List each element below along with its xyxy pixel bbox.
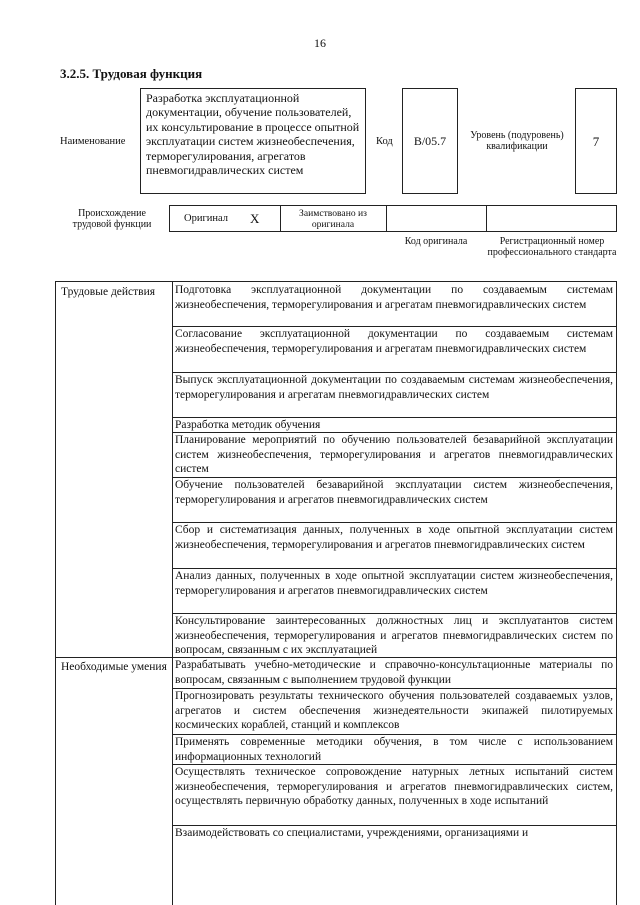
level-label: Уровень (подуровень) квалификации <box>470 130 564 152</box>
labor-action-row: Сбор и систематизация данных, полученных в ходе опытной эксплуатации систем жизнеобеспечения, терморегулирования и агрегатов пневмогидравлических систем <box>175 524 613 551</box>
labor-action-row: Планирование мероприятий по обучению пользователей безаварийной эксплуатации систем жизнеобеспечения, терморегулирования и агрегатов пневмогидравлических систем <box>175 434 613 476</box>
labor-action-row: Консультирование заинтересованных должностных лиц и эксплуатантов систем жизнеобеспечения, терморегулирования и агрегатов пневмогидравлических систем по вопросам, связанным с их эксплуатацией <box>175 615 613 657</box>
origin-label: Происхождение трудовой функции <box>72 208 152 230</box>
main-table <box>55 281 617 905</box>
level-value: 7 <box>592 134 600 149</box>
borrowed-label: Заимствовано из оригинала <box>299 208 367 230</box>
section-title: 3.2.5. Трудовая функция <box>60 66 203 81</box>
reg-number-caption: Регистрационный номер профессионального стандарта <box>487 236 617 258</box>
labor-action-row: Обучение пользователей безаварийной эксплуатации систем жизнеобеспечения, терморегулирования и агрегатов пневмогидравлических систем <box>175 479 613 506</box>
labor-action-row: Анализ данных, полученных в ходе опытной эксплуатации систем жизнеобеспечения, терморегулирования и агрегатов пневмогидравлических систем <box>175 570 613 597</box>
original-mark: X <box>250 211 260 226</box>
labor-actions-label: Трудовые действия <box>61 286 156 298</box>
labor-action-row: Согласование эксплуатационной документации по создаваемым системам жизнеобеспечения, терморегулирования и агрегатам пневмогидравлических систем <box>175 328 613 355</box>
name-label: Наименование <box>60 136 126 147</box>
skill-row: Применять современные методики обучения, в том числе с использованием информационных технологий <box>175 736 613 763</box>
skill-row: Прогнозировать результаты технического обучения пользователей создаваемых узлов, агрегатов и систем обеспечения жизнедеятельности экипажей пилотируемых космических кораблей, станций и комплексов <box>175 690 613 732</box>
labor-action-row: Подготовка эксплуатационной документации по создаваемым системам жизнеобеспечения, терморегулирования и агрегатам пневмогидравлических систем <box>175 284 613 311</box>
skills-label: Необходимые умения <box>61 661 167 673</box>
level-value-box <box>575 88 617 194</box>
code-original-caption: Код оригинала <box>404 236 468 247</box>
code-value: B/05.7 <box>413 134 447 148</box>
labor-action-row: Выпуск эксплуатационной документации по создаваемым системам жизнеобеспечения, терморегулирования и агрегатам пневмогидравлических систем <box>175 374 613 401</box>
page-number: 16 <box>314 36 326 50</box>
skill-row: Взаимодействовать со специалистами, учреждениями, организациями и <box>175 827 529 839</box>
name-value-box <box>140 88 366 194</box>
skill-row: Осуществлять техническое сопровождение натурных летных испытаний систем жизнеобеспечения, терморегулирования и агрегатов пневмогидравлических систем, осуществлять первичную обработку данных, полученных в ходе испытаний <box>175 766 613 808</box>
labor-action-row: Разработка методик обучения <box>175 419 321 431</box>
skill-row: Разрабатывать учебно-методические и справочно-консультационные материалы по вопросам, связанным с выполнением трудовой функции <box>175 659 613 686</box>
code-value-box <box>402 88 458 194</box>
name-value: Разработка эксплуатационной документации, обучение пользователей, их консультирование в процессе опытной эксплуатации систем жизнеобеспечения, терморегулирования, агрегатов пневмогидравлических систем <box>146 91 360 178</box>
original-label: Оригинал <box>184 213 228 224</box>
origin-table <box>169 205 617 232</box>
code-label: Код <box>376 136 393 147</box>
